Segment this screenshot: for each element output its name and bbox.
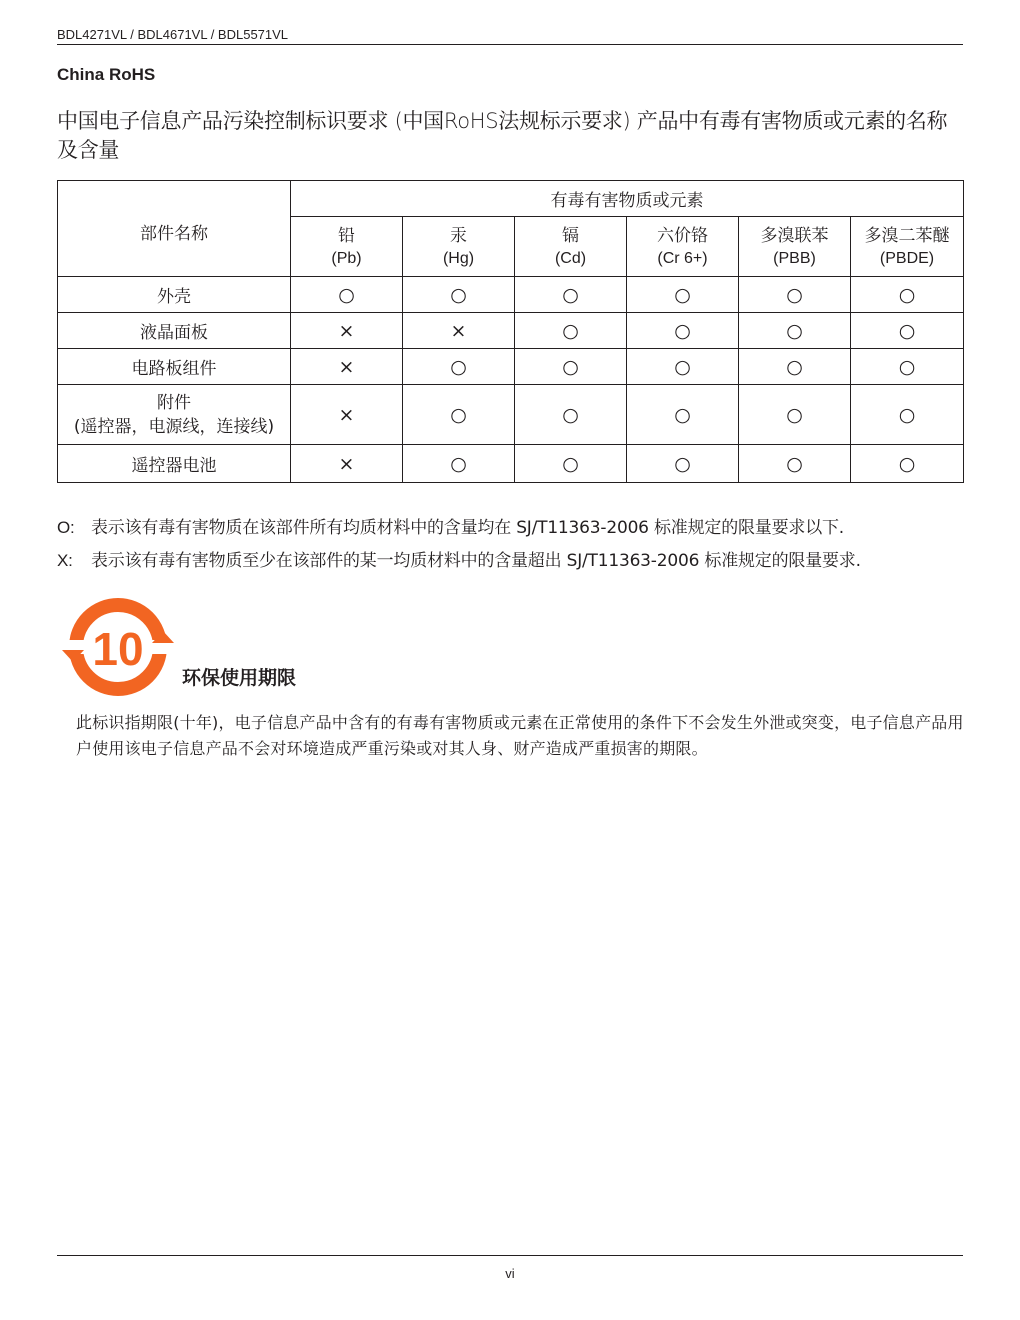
- column-header-cr6: [627, 217, 739, 277]
- column-header-cd: [515, 217, 627, 277]
- part-name-cell: 电路板组件: [58, 349, 291, 385]
- eco-period-logo: [60, 596, 176, 698]
- column-header-pb: [291, 217, 403, 277]
- column-symbol: (Cr 6+): [657, 249, 708, 267]
- substance-group-label: 有毒有害物质或元素: [550, 191, 704, 211]
- column-name: 六价铬: [657, 225, 708, 246]
- page-number: vi: [505, 1266, 515, 1281]
- column-symbol: (PBB): [773, 249, 816, 267]
- column-name: 多溴联苯: [760, 225, 829, 246]
- legend-x: [57, 546, 963, 571]
- rohs-table: [57, 180, 964, 483]
- part-name-cell: 外壳: [58, 277, 291, 313]
- mark-cell: ×: [403, 313, 515, 349]
- column-header-hg: [403, 217, 515, 277]
- column-name: 铅: [338, 225, 355, 246]
- mark-cell: ○: [739, 277, 851, 313]
- mark-cell: ○: [739, 385, 851, 445]
- column-symbol: (Pb): [331, 249, 362, 267]
- mark-cell: ○: [515, 349, 627, 385]
- footer-divider: [57, 1255, 963, 1256]
- part-name-header: [58, 181, 291, 277]
- mark-cell: ○: [627, 349, 739, 385]
- column-symbol: (Hg): [442, 249, 475, 267]
- legend-o: [57, 513, 963, 538]
- mark-cell: ○: [515, 385, 627, 445]
- part-name: 附件: [157, 392, 191, 413]
- mark-cell: ○: [627, 313, 739, 349]
- header-models: BDL4271VL / BDL4671VL / BDL5571VL: [57, 27, 289, 42]
- recycle-ring-icon: [60, 596, 176, 698]
- mark-cell: ○: [851, 349, 964, 385]
- mark-cell: ×: [291, 349, 403, 385]
- logo-caption: 环保使用期限: [182, 667, 297, 689]
- legend-o-key: O:: [57, 518, 75, 537]
- mark-cell: ○: [739, 313, 851, 349]
- mark-cell: ○: [403, 445, 515, 483]
- part-name-cell: 遥控器电池: [58, 445, 291, 483]
- part-name-header-label: 部件名称: [140, 224, 208, 244]
- mark-cell: ○: [515, 445, 627, 483]
- logo-number: 10: [92, 623, 144, 675]
- legend-x-text: 表示该有毒有害物质至少在该部件的某一均质材料中的含量超出 SJ/T11363-2006 标准规定的限量要求.: [91, 551, 861, 571]
- column-header-pbb: [739, 217, 851, 277]
- header-model-line: [57, 27, 963, 45]
- mark-cell: ○: [627, 445, 739, 483]
- table-row: [58, 445, 964, 483]
- mark-cell: ○: [739, 445, 851, 483]
- table-row: [58, 349, 964, 385]
- mark-cell: ○: [515, 277, 627, 313]
- mark-cell: ○: [851, 445, 964, 483]
- table-row: [58, 313, 964, 349]
- legend-o-text: 表示该有毒有害物质在该部件所有均质材料中的含量均在 SJ/T11363-2006 标准规定的限量要求以下.: [91, 518, 845, 538]
- table-row: [58, 277, 964, 313]
- legend-x-key: X:: [57, 551, 73, 570]
- mark-cell: ○: [403, 385, 515, 445]
- mark-cell: ○: [403, 277, 515, 313]
- column-name: 镉: [562, 225, 579, 246]
- column-symbol: (PBDE): [879, 249, 935, 267]
- table-row: [58, 385, 964, 445]
- column-name: 多溴二苯醚: [864, 225, 950, 246]
- mark-cell: ○: [515, 313, 627, 349]
- document-title: 中国电子信息产品污染控制标识要求 (中国RoHS法规标示要求) 产品中有毒有害物质或元素的名称及含量: [57, 109, 948, 162]
- mark-cell: ○: [627, 385, 739, 445]
- part-name-cell: [58, 385, 291, 445]
- column-symbol: (Cd): [554, 249, 587, 267]
- column-name: 汞: [450, 225, 467, 246]
- part-name-detail: (遥控器，电源线，连接线): [73, 416, 275, 437]
- column-header-pbde: [851, 217, 964, 277]
- mark-cell: ○: [851, 313, 964, 349]
- mark-cell: ○: [851, 277, 964, 313]
- mark-cell: ○: [403, 349, 515, 385]
- mark-cell: ×: [291, 385, 403, 445]
- mark-cell: ○: [739, 349, 851, 385]
- substance-group-header: [291, 181, 964, 217]
- part-name-cell: 液晶面板: [58, 313, 291, 349]
- mark-cell: ○: [851, 385, 964, 445]
- mark-cell: ×: [291, 313, 403, 349]
- mark-cell: ○: [627, 277, 739, 313]
- eco-period-description: 此标识指期限(十年)，电子信息产品中含有的有毒有害物质或元素在正常使用的条件下不会发生外泄或突变，电子信息产品用户使用该电子信息产品不会对环境造成严重污染或对其人身、财产造成严重损害的期限。: [76, 713, 964, 758]
- section-title: China RoHS: [57, 65, 156, 84]
- mark-cell: ○: [291, 277, 403, 313]
- mark-cell: ×: [291, 445, 403, 483]
